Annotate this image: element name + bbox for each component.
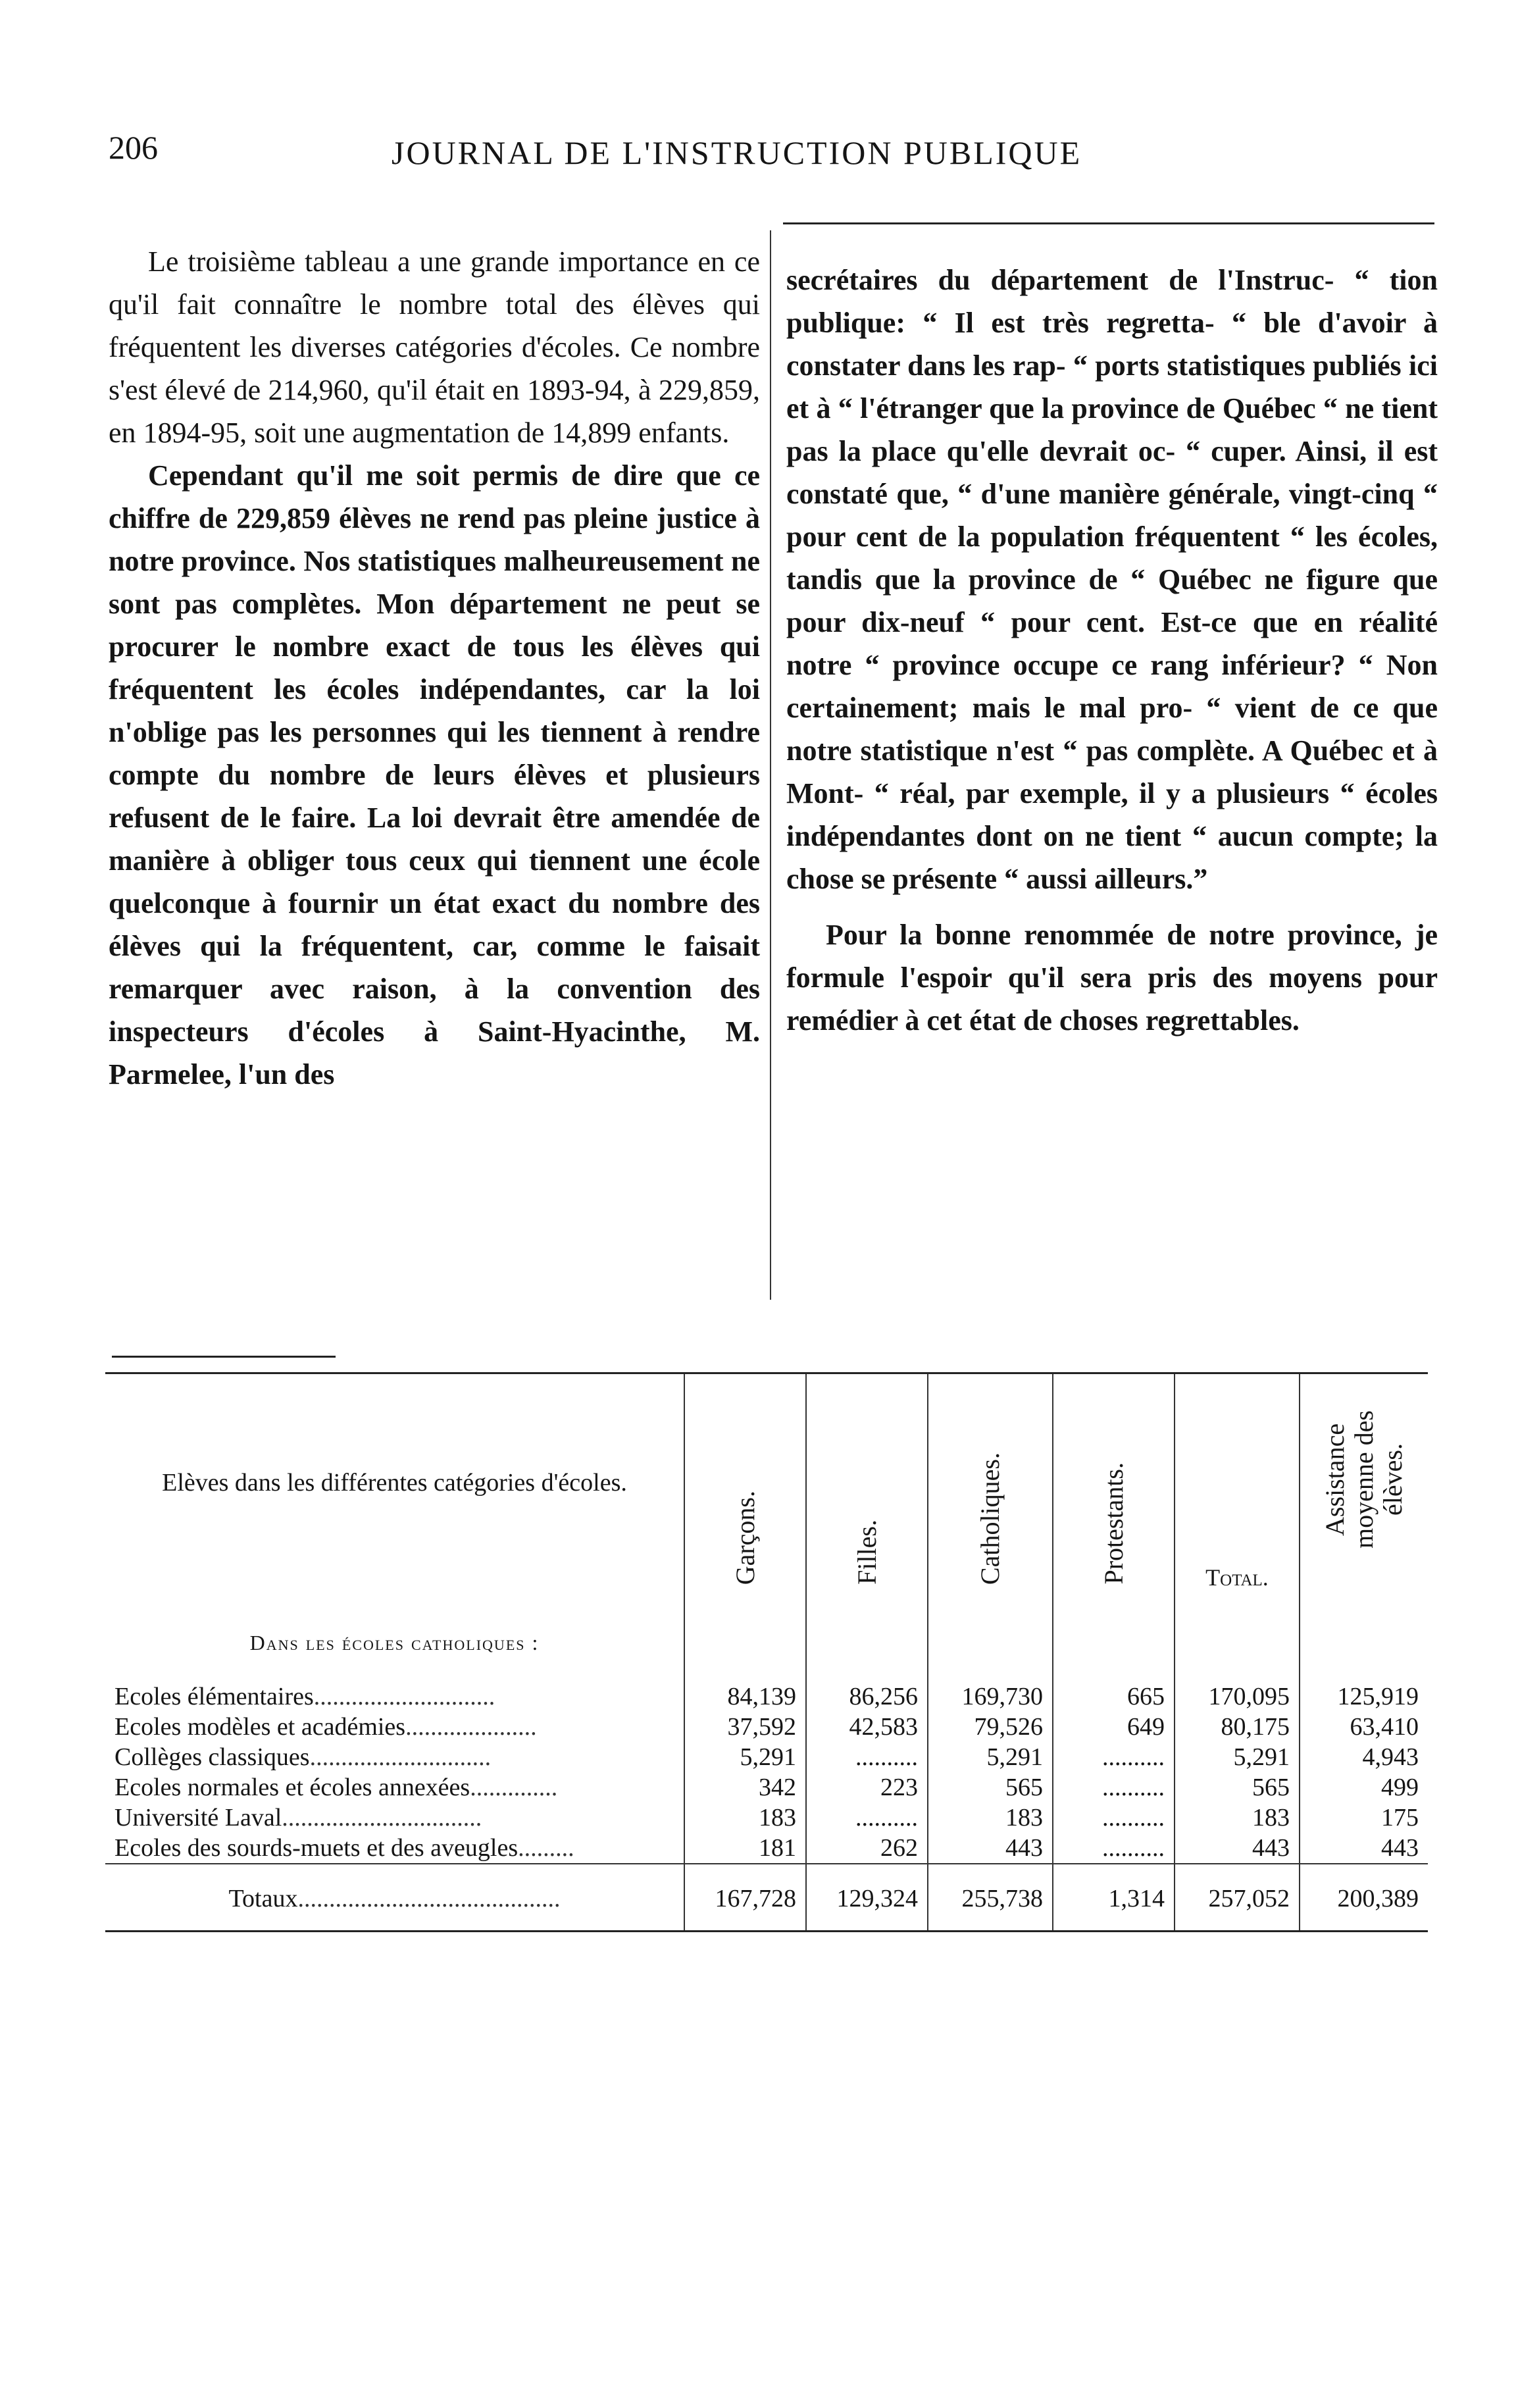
leader-dots: .............. xyxy=(470,1774,558,1801)
page-header xyxy=(109,128,1425,188)
row-label: Ecoles normales et écoles annexées.............. xyxy=(114,1774,558,1801)
header-rule xyxy=(783,222,1434,224)
leader-dots: ..................... xyxy=(405,1713,537,1741)
table-cell: .......... xyxy=(1053,1742,1175,1772)
table-cell: 565 xyxy=(1175,1772,1300,1803)
paragraph: Pour la bonne renommée de notre province, je formule l'espoir qu'il sera pris des moyens pour remédier à cet état de choses regrettables. xyxy=(786,919,1438,1037)
table-cell: 37,592 xyxy=(684,1712,806,1742)
table-row xyxy=(105,1833,1428,1864)
column-header: Total. xyxy=(1175,1373,1300,1592)
section-row xyxy=(105,1591,1428,1681)
table-cell: 84,139 xyxy=(684,1681,806,1712)
column-header: Catholiques. xyxy=(928,1373,1053,1592)
table-cell: .......... xyxy=(1053,1803,1175,1833)
table-cell: 80,175 xyxy=(1175,1712,1300,1742)
table-cell: 1,314 xyxy=(1053,1864,1175,1932)
leader-dots: ............................. xyxy=(309,1743,492,1771)
table-row xyxy=(105,1681,1428,1712)
table-cell: .......... xyxy=(1053,1772,1175,1803)
table-cell: .......... xyxy=(806,1742,928,1772)
table-cell: 443 xyxy=(1300,1833,1428,1864)
column-header: Filles. xyxy=(806,1373,928,1592)
row-label: Ecoles élémentaires............................. xyxy=(114,1683,495,1710)
page-number: 206 xyxy=(109,129,158,166)
table-cell: 5,291 xyxy=(1175,1742,1300,1772)
table-cell: 262 xyxy=(806,1833,928,1864)
table-cell: .......... xyxy=(1053,1833,1175,1864)
leader-dots: ............................. xyxy=(313,1683,495,1710)
running-title: JOURNAL DE L'INSTRUCTION PUBLIQUE xyxy=(392,134,1082,171)
table-cell: 86,256 xyxy=(806,1681,928,1712)
table-cell: 63,410 xyxy=(1300,1712,1428,1742)
table-cell: 125,919 xyxy=(1300,1681,1428,1712)
table-lead-header: Elèves dans les différentes catégories d'écoles. xyxy=(162,1469,627,1497)
table-cell: 443 xyxy=(928,1833,1053,1864)
table-row xyxy=(105,1803,1428,1833)
table-row xyxy=(105,1742,1428,1772)
table-cell: .......... xyxy=(806,1803,928,1833)
paragraph: Cependant qu'il me soit permis de dire que ce chiffre de 229,859 élèves ne rend pas pleine justice à notre province. Nos statistiques malheureusement ne sont pas complètes. Mon département ne peut se procurer le nombre exact de tous les élèves qui fréquentent les écoles indépendantes, car la loi n'oblige pas les personnes qui les tiennent à rendre compte du nombre de leurs élèves et plusieurs refusent de le faire. La loi devrait être amendée de manière à obliger tous ceux qui tiennent une école quelconque à fournir un état exact du nombre des élèves qui la fréquentent, car, comme le faisait remarquer avec raison, à la convention des inspecteurs d'écoles à Saint-Hyacinthe, M. Parmelee, l'un des xyxy=(109,459,760,1090)
table-cell: 79,526 xyxy=(928,1712,1053,1742)
leader-dots: ......... xyxy=(518,1834,574,1862)
right-column xyxy=(786,259,1438,1042)
table-cell: 4,943 xyxy=(1300,1742,1428,1772)
table-row xyxy=(105,1772,1428,1803)
quotation: secrétaires du département de l'Instruc- “ tion publique: “ Il est très regretta- “ ble d'avoir à constater dans les rap- “ ports statistiques publiés ici et à “ l'étranger que la province de Québec “ ne tient pas la place qu'elle devrait oc- “ cuper. Ainsi, il est constaté que, “ d'une manière générale, vingt-cinq “ pour cent de la population fréquentent “ les écoles, tandis que la province de “ Québec ne figure que pour dix-neuf “ pour cent. Est-ce que en réalité notre “ province occupe ce rang inférieur? “ Non certainement; mais le mal pro- “ vient de ce que notre statistique n'est “ pas complète. A Québec et à Mont- “ réal, par exemple, il y a plusieurs “ écoles indépendantes dont on ne tient “ aucun compte; la chose se présente “ aussi ailleurs.” xyxy=(786,264,1438,895)
statistics-table xyxy=(105,1372,1428,1932)
row-label: Collèges classiques............................. xyxy=(114,1743,492,1771)
table-cell: 169,730 xyxy=(928,1681,1053,1712)
leader-dots: .......................................... xyxy=(297,1885,561,1912)
table-cell: 183 xyxy=(684,1803,806,1833)
row-label: Ecoles modèles et académies..................... xyxy=(114,1713,537,1741)
table-cell: 170,095 xyxy=(1175,1681,1300,1712)
table-cell: 565 xyxy=(928,1772,1053,1803)
table-cell: 443 xyxy=(1175,1833,1300,1864)
table-cell: 257,052 xyxy=(1175,1864,1300,1932)
leader-dots: ................................ xyxy=(282,1804,482,1832)
column-divider xyxy=(770,230,771,1300)
table-cell: 255,738 xyxy=(928,1864,1053,1932)
table-cell: 200,389 xyxy=(1300,1864,1428,1932)
table-header-row xyxy=(105,1373,1428,1592)
table-cell: 129,324 xyxy=(806,1864,928,1932)
table-separator-rule xyxy=(112,1356,336,1358)
table-cell: 183 xyxy=(1175,1803,1300,1833)
section-label: Dans les écoles catholiques : xyxy=(249,1631,540,1654)
table-cell: 223 xyxy=(806,1772,928,1803)
statistics-table-wrapper xyxy=(105,1372,1428,1932)
table-cell: 167,728 xyxy=(684,1864,806,1932)
row-label: Ecoles des sourds-muets et des aveugles......... xyxy=(114,1834,574,1862)
row-label: Totaux.......................................... xyxy=(105,1864,684,1932)
table-cell: 649 xyxy=(1053,1712,1175,1742)
column-header: Protestants. xyxy=(1053,1373,1175,1592)
column-header: Garçons. xyxy=(684,1373,806,1592)
table-cell: 175 xyxy=(1300,1803,1428,1833)
table-cell: 342 xyxy=(684,1772,806,1803)
totals-row xyxy=(105,1864,1428,1932)
table-row xyxy=(105,1712,1428,1742)
table-cell: 665 xyxy=(1053,1681,1175,1712)
table-cell: 5,291 xyxy=(684,1742,806,1772)
column-header: Assistance moyenne des élèves. xyxy=(1300,1373,1428,1592)
table-cell: 499 xyxy=(1300,1772,1428,1803)
table-cell: 5,291 xyxy=(928,1742,1053,1772)
row-label: Université Laval................................ xyxy=(114,1804,482,1832)
table-cell: 183 xyxy=(928,1803,1053,1833)
left-column xyxy=(109,240,760,1096)
table-cell: 42,583 xyxy=(806,1712,928,1742)
paragraph: Le troisième tableau a une grande importance en ce qu'il fait connaître le nombre total des élèves qui fréquentent les diverses catégories d'écoles. Ce nombre s'est élevé de 214,960, qu'il était en 1893-94, à 229,859, en 1894-95, soit une augmentation de 14,899 enfants. xyxy=(109,245,760,449)
table-cell: 181 xyxy=(684,1833,806,1864)
